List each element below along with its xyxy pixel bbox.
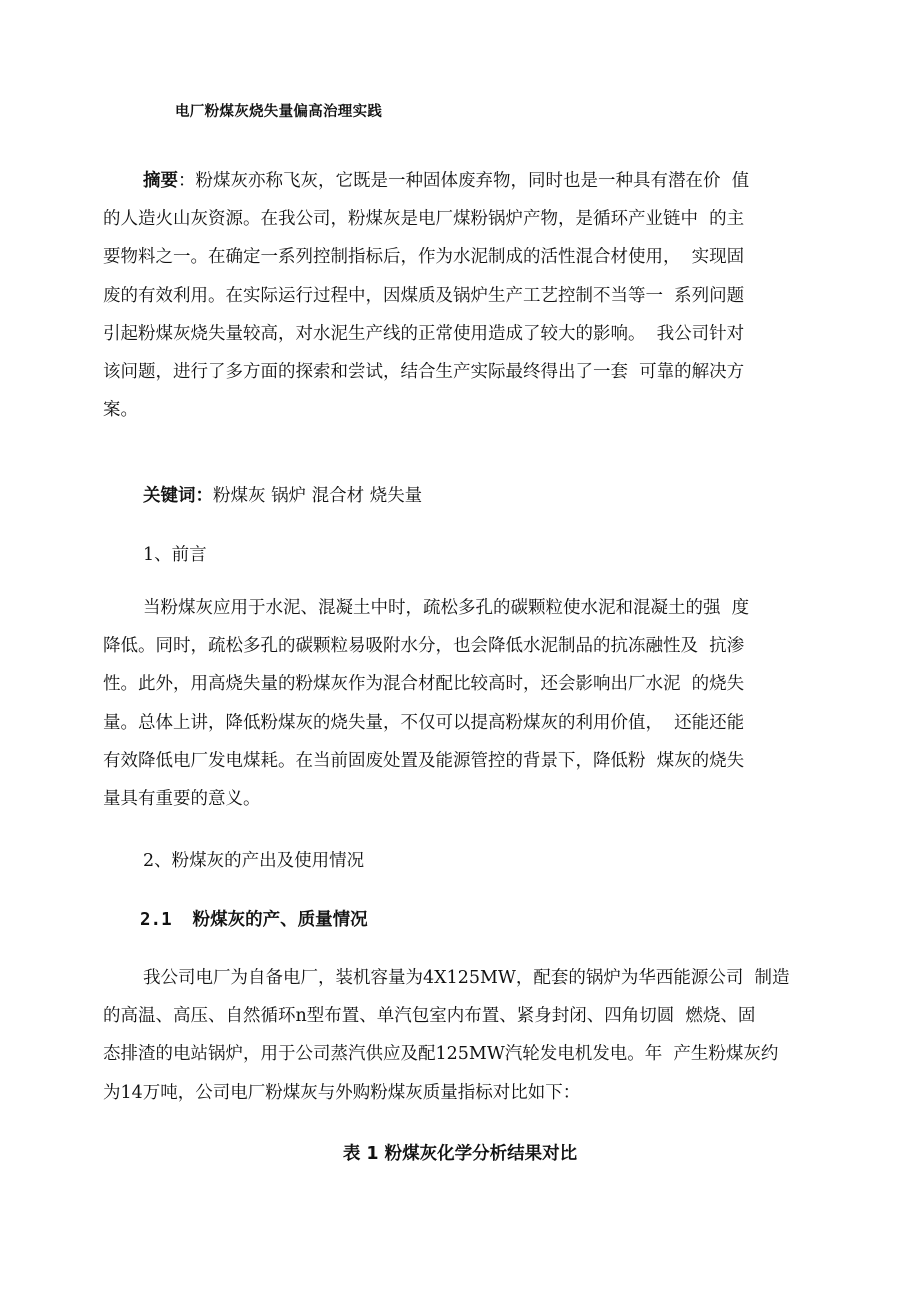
abstract-line: 废的有效利用。在实际运行过程中，因煤质及锅炉生产工艺控制不当等一 系列问题 [103, 285, 745, 306]
abstract-paragraph [103, 162, 823, 429]
abstract-line: 案。 [103, 400, 138, 421]
keywords-value: 粉煤灰 锅炉 混合材 烧失量 [213, 486, 423, 506]
quality-line: 为14万吨，公司电厂粉煤灰与外购粉煤灰质量指标对比如下： [103, 1082, 581, 1103]
quality-line: 我公司电厂为自备电厂，装机容量为4X125MW，配套的锅炉为华西能源公司 制造 [143, 968, 790, 988]
section-heading-production: 2、粉煤灰的产出及使用情况 [143, 851, 365, 871]
quality-paragraph [103, 959, 823, 1112]
abstract-line: 该问题，进行了多方面的探索和尝试，结合生产实际最终得出了一套 可靠的解决方 [103, 361, 745, 382]
document-title: 电厂粉煤灰烧失量偏高治理实践 [175, 104, 383, 120]
section-heading-intro: 1、前言 [143, 545, 207, 565]
intro-paragraph [103, 589, 823, 818]
abstract-line: 的人造火山灰资源。在我公司，粉煤灰是电厂煤粉锅炉产物，是循环产业链中 的主 [103, 209, 745, 230]
quality-line: 态排渣的电站锅炉，用于公司蒸汽供应及配125MW汽轮发电机发电。年 产生粉煤灰约 [103, 1044, 779, 1065]
intro-line: 性。此外，用高烧失量的粉煤灰作为混合材配比较高时，还会影响出厂水泥 的烧失 [103, 674, 745, 695]
keywords-label: 关键词： [143, 486, 213, 506]
subsection-heading-quality: 2.1 粉煤灰的产、质量情况 [140, 910, 368, 930]
abstract-line: 要物料之一。在确定一系列控制指标后，作为水泥制成的活性混合材使用， 实现固 [103, 247, 745, 268]
abstract-label: 摘要 [143, 171, 178, 191]
intro-line: 量。总体上讲，降低粉煤灰的烧失量，不仅可以提高粉煤灰的利用价值， 还能还能 [103, 712, 745, 733]
intro-line: 降低。同时，疏松多孔的碳颗粒易吸附水分，也会降低水泥制品的抗冻融性及 抗渗 [103, 636, 745, 657]
quality-line: 的高温、高压、自然循环n型布置、单汽包室内布置、紧身封闭、四角切圆 燃烧、固 [103, 1006, 756, 1027]
abstract-line: 引起粉煤灰烧失量较高，对水泥生产线的正常使用造成了较大的影响。 我公司针对 [103, 323, 745, 344]
table-caption: 表 1 粉煤灰化学分析结果对比 [342, 1144, 578, 1164]
intro-line: 有效降低电厂发电煤耗。在当前固废处置及能源管控的背景下，降低粉 煤灰的烧失 [103, 750, 745, 771]
keywords-line [143, 482, 422, 507]
abstract-line: 摘要：粉煤灰亦称飞灰，它既是一种固体废弃物，同时也是一种具有潜在价 值 [143, 171, 750, 191]
intro-line: 当粉煤灰应用于水泥、混凝土中时，疏松多孔的碳颗粒使水泥和混凝土的强 度 [143, 598, 750, 618]
intro-line: 量具有重要的意义。 [103, 788, 261, 809]
